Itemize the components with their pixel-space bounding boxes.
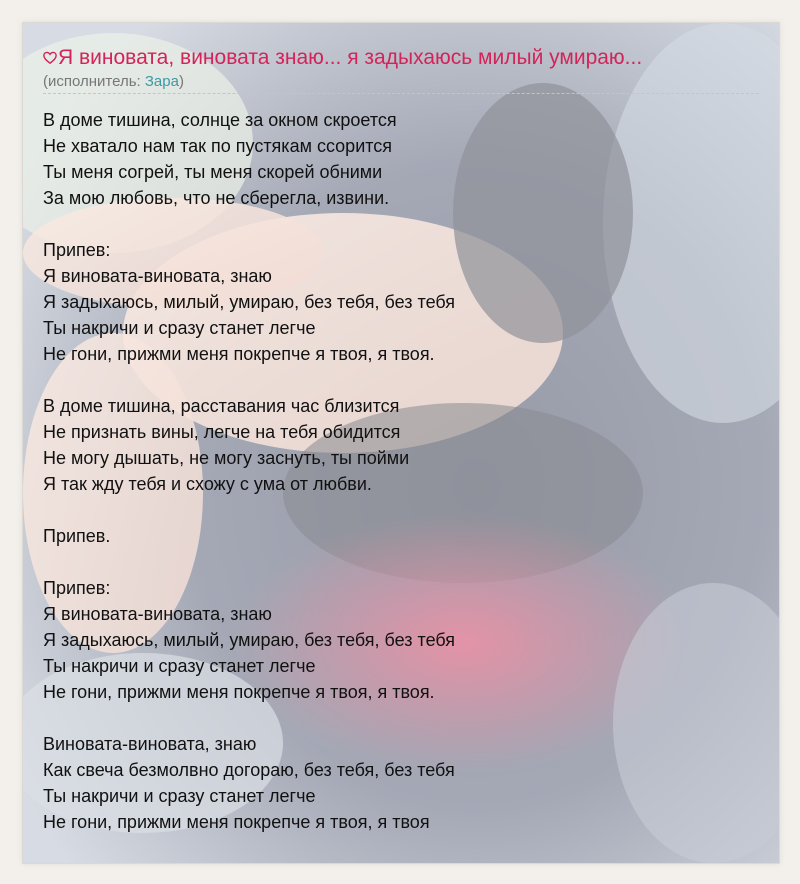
- title-divider: [43, 93, 759, 94]
- stanza-break: [43, 549, 759, 575]
- stanza-break: [43, 367, 759, 393]
- stanza-break: [43, 211, 759, 237]
- lyric-line: Не могу дышать, не могу заснуть, ты пойми: [43, 448, 410, 468]
- lyric-line: Я задыхаюсь, милый, умираю, без тебя, без тебя: [43, 292, 456, 312]
- lyric-line: Я виновата-виновата, знаю: [43, 266, 272, 286]
- lyric-line: Как свеча безмолвно догораю, без тебя, без тебя: [43, 760, 455, 780]
- song-title-text: Я виновата, виновата знаю... я задыхаюсь милый умираю...: [58, 46, 643, 69]
- lyric-line: Не хватало нам так по пустякам ссорится: [43, 136, 393, 156]
- lyric-line: В доме тишина, расставания час близится: [43, 396, 400, 416]
- stanza-break: [43, 497, 759, 523]
- lyric-line: Припев.: [43, 526, 111, 546]
- lyric-line: Припев:: [43, 578, 111, 598]
- lyrics-text: [43, 107, 759, 835]
- lyric-line: Не гони, прижми меня покрепче я твоя, я твоя.: [43, 682, 435, 702]
- lyric-line: Не гони, прижми меня покрепче я твоя, я твоя: [43, 812, 430, 832]
- performer-close: ): [178, 73, 184, 90]
- lyric-line: Я виновата-виновата, знаю: [43, 604, 272, 624]
- lyric-line: Не признать вины, легче на тебя обидится: [43, 422, 401, 442]
- lyric-line: Виновата-виновата, знаю: [43, 734, 257, 754]
- lyric-line: В доме тишина, солнце за окном скроется: [43, 110, 397, 130]
- lyric-line: Ты накричи и сразу станет легче: [43, 318, 316, 338]
- performer-label: (исполнитель:: [43, 73, 145, 90]
- lyric-line: Ты меня согрей, ты меня скорей обними: [43, 162, 383, 182]
- lyric-line: Я так жду тебя и схожу с ума от любви.: [43, 474, 372, 494]
- lyric-line: Не гони, прижми меня покрепче я твоя, я твоя.: [43, 344, 435, 364]
- content-area: [23, 23, 779, 863]
- lyric-line: Ты накричи и сразу станет легче: [43, 786, 316, 806]
- lyric-line: Ты накричи и сразу станет легче: [43, 656, 316, 676]
- song-title: [43, 46, 642, 70]
- lyrics-card: [22, 22, 780, 864]
- heart-icon: [43, 51, 57, 65]
- lyric-line: Я задыхаюсь, милый, умираю, без тебя, без тебя: [43, 630, 456, 650]
- performer-link[interactable]: Зара: [144, 73, 179, 90]
- stanza-break: [43, 705, 759, 731]
- lyric-line: Припев:: [43, 240, 111, 260]
- performer-line: [43, 73, 184, 91]
- lyric-line: За мою любовь, что не сберегла, извини.: [43, 188, 390, 208]
